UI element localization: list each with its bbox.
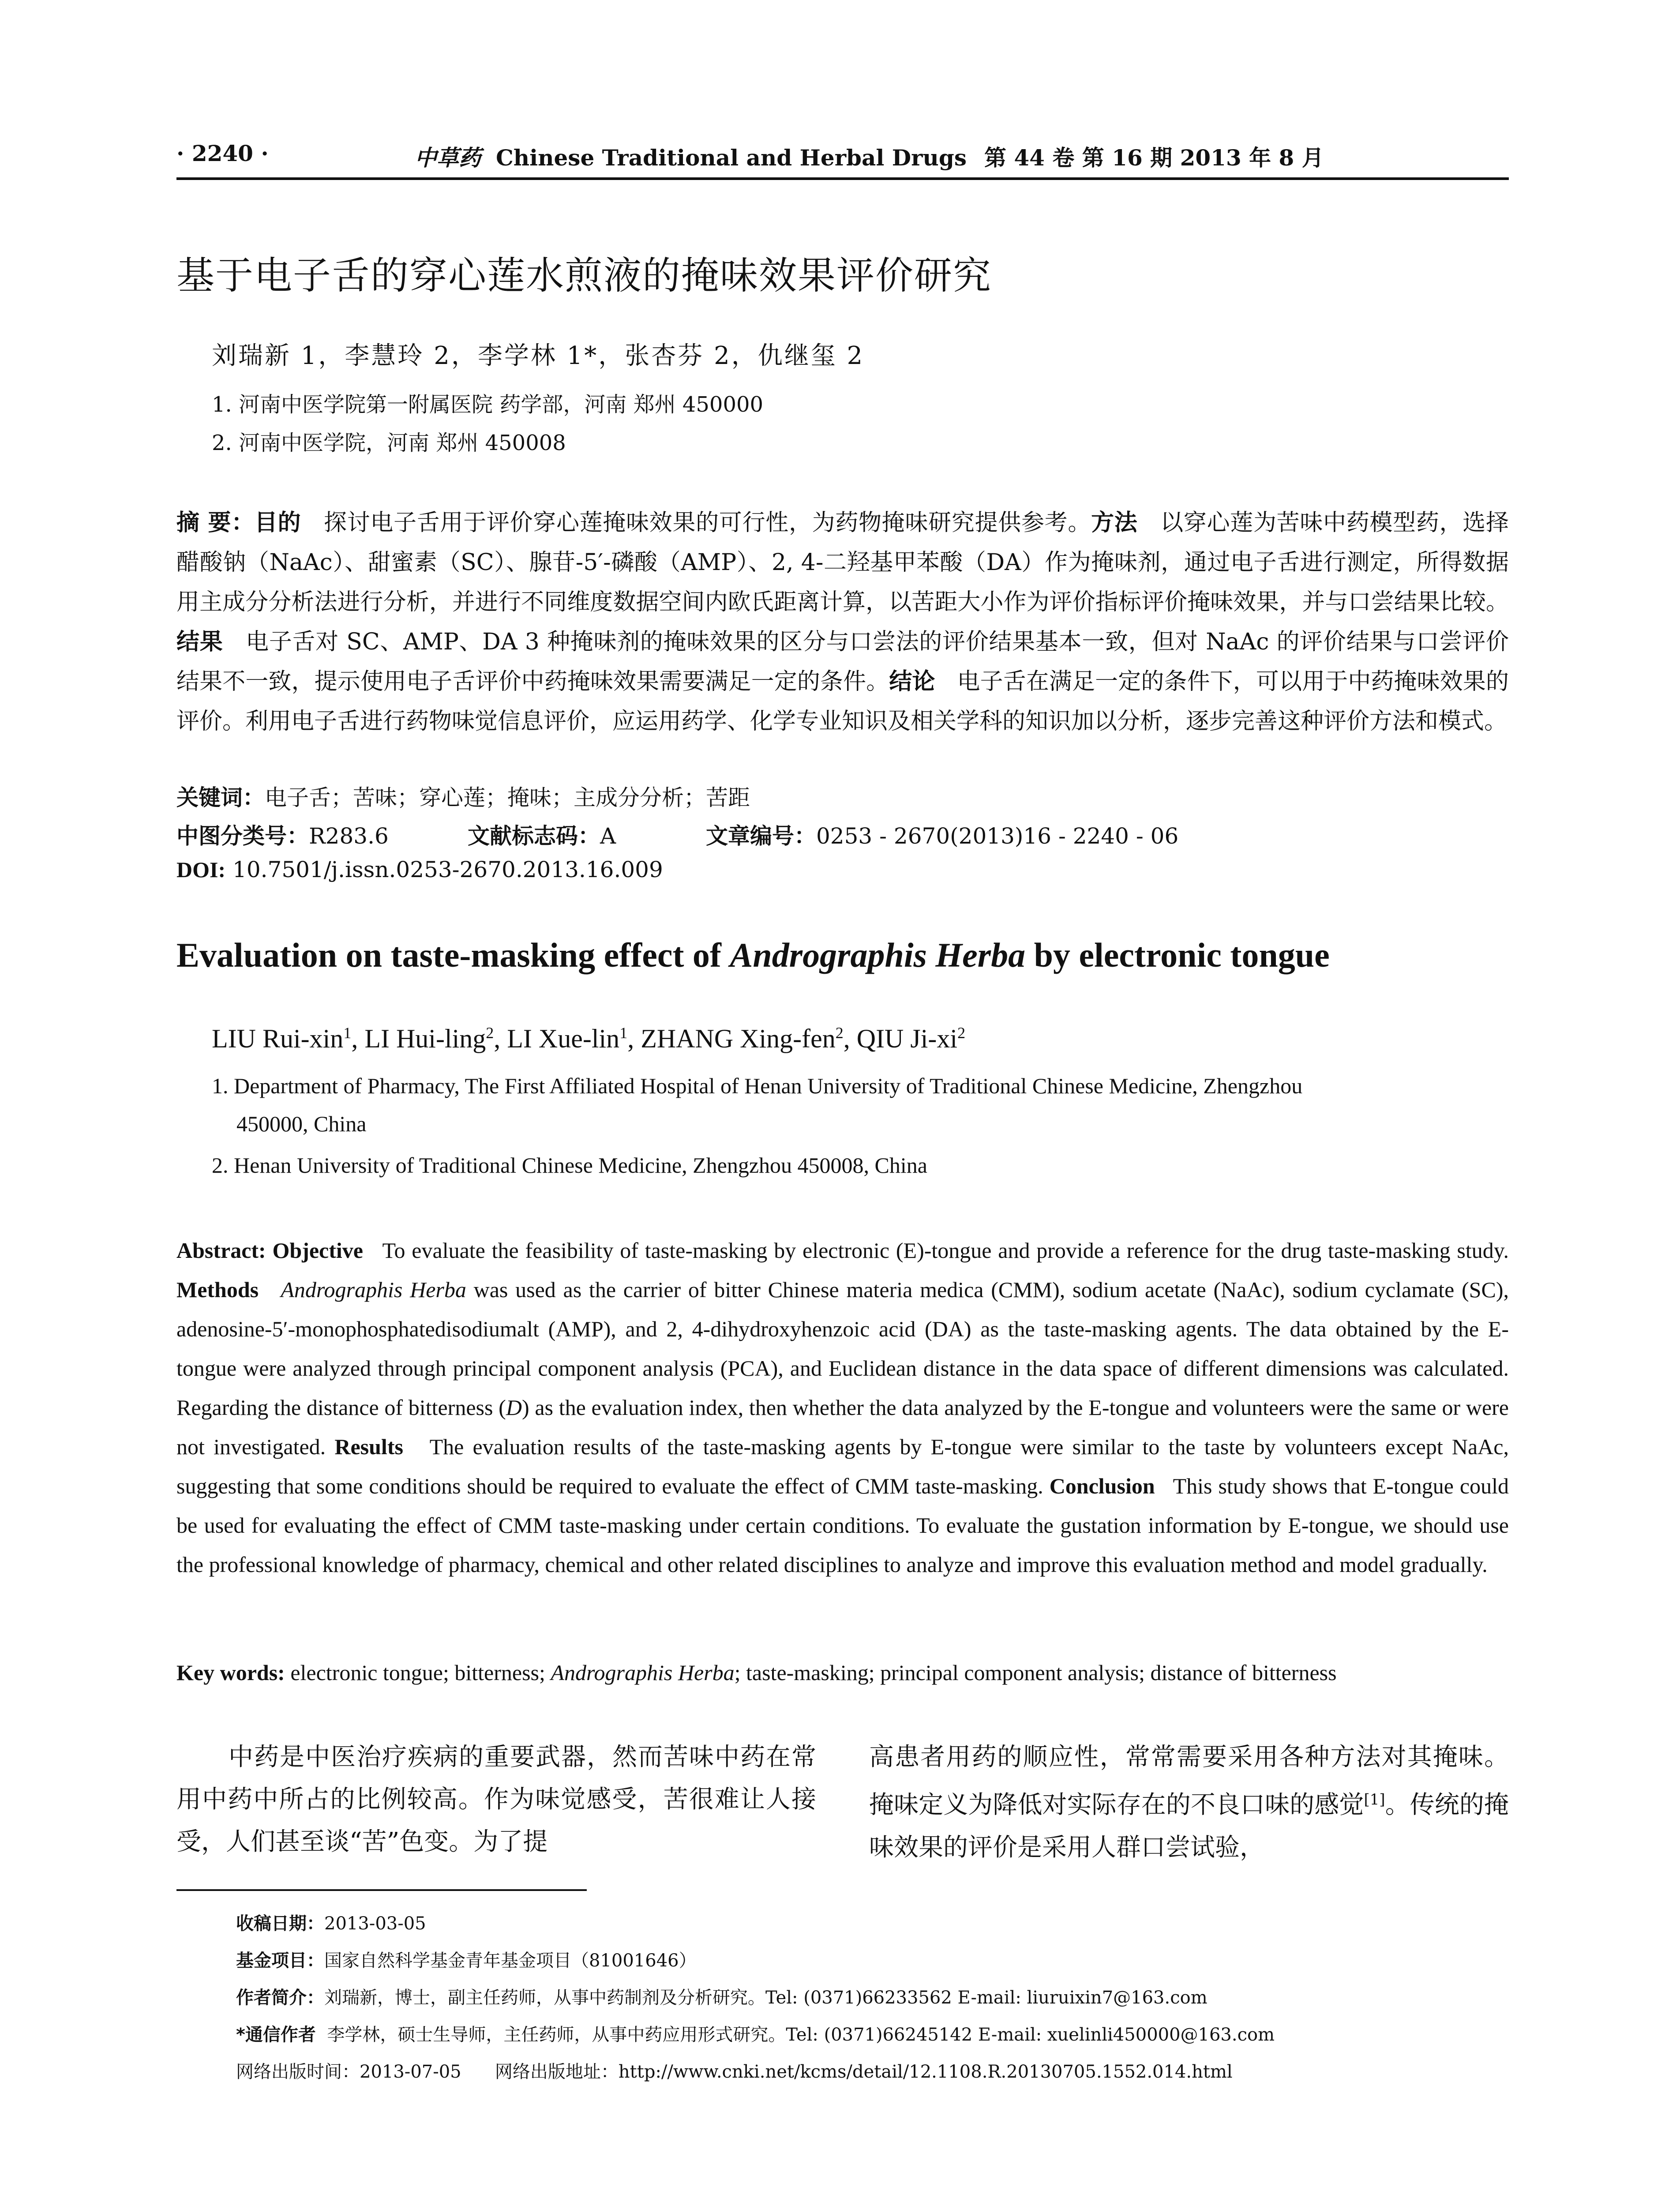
fund-label: 基金项目： [236, 1951, 324, 1971]
footnotes [236, 1905, 1275, 2090]
results-en: The evaluation results of the taste-masking agents by E-tongue were similar to the taste by volunteers except NaAc, suggesting that some conditions should be required to evaluate the effect of CMM taste-masking. [176, 1434, 1509, 1498]
received-value: 2013-03-05 [324, 1913, 426, 1934]
body-paragraph: 中药是中医治疗疾病的重要武器，然而苦味中药在常用中药中所占的比例较高。作为味觉感受，苦很难让人接受，人们甚至谈“苦”色变。为了提 [176, 1743, 816, 1856]
methods-en-2: ) as the evaluation index, then whether the data analyzed by the E-tongue and volunteers were the same or were not investigated. [176, 1395, 1509, 1459]
author-name: LI Xue-lin [507, 1024, 620, 1053]
authors-cn: 刘瑞新 1，李慧玲 2，李学林 1*，张杏芬 2，仇继玺 2 [212, 341, 865, 370]
running-header [176, 140, 1509, 176]
abstract-cn [176, 503, 1509, 741]
journal-name [415, 140, 1324, 172]
affiliation-en-1-line2: 450000, China [236, 1111, 367, 1136]
footnote-online [236, 2053, 1275, 2090]
body-column-right [869, 1736, 1509, 1869]
title-en-italic: Andrographis Herba [730, 936, 1026, 974]
affiliation-en-1 [212, 1067, 1509, 1143]
header-rule [176, 177, 1509, 180]
journal-name-cn: 中草药 [415, 145, 481, 171]
affiliation-en-2: 2. Henan University of Traditional Chinese Medicine, Zhengzhou 450008, China [212, 1153, 927, 1178]
results-en-label: Results [334, 1434, 403, 1459]
footnote-rule [176, 1889, 587, 1891]
author-name: ZHANG Xing-fen [641, 1024, 836, 1053]
abstract-en [176, 1231, 1509, 1584]
body-paragraph [869, 1736, 1509, 1869]
body-text-2: 。传统的掩味效果的评价是采用人群口尝试验， [869, 1790, 1509, 1862]
methods-cn: 以穿心莲为苦味中药模型药，选择醋酸钠（NaAc）、甜蜜素（SC）、腺苷-5′-磷酸（AMP）、2, 4-二羟基甲苯酸（DA）作为掩味剂，通过电子舌进行测定，所得数据用主成分分析法进行分析，并进行不同维度数据空间内欧氏距离计算，以苦距大小作为评价指标评价掩味效果，并与口尝结果比较。 [176, 510, 1509, 615]
keywords-en-1: electronic tongue; bitterness; [290, 1660, 551, 1685]
methods-en-d: D [506, 1395, 522, 1420]
keywords-cn-text: 电子舌；苦味；穿心莲；掩味；主成分分析；苦距 [265, 785, 750, 810]
author-sup: 2 [486, 1024, 494, 1042]
conclusion-cn-label: 结论 [889, 668, 935, 695]
doi-line [176, 857, 663, 882]
keywords-cn-label: 关键词： [176, 785, 265, 810]
online-url-label: 网络出版地址： [495, 2062, 619, 2082]
title-en-pre: Evaluation on taste-masking effect of [176, 936, 730, 974]
footnote-author [236, 1979, 1275, 2016]
article-value: 0253 - 2670(2013)16 - 2240 - 06 [816, 823, 1179, 849]
footnote-corresponding [236, 2016, 1275, 2053]
doi-label: DOI: [176, 857, 226, 882]
results-cn-label: 结果 [176, 629, 223, 655]
author-sup: 2 [835, 1024, 844, 1042]
conclusion-cn: 电子舌在满足一定的条件下，可以用于中药掩味效果的评价。利用电子舌进行药物味觉信息评价，应运用药学、化学专业知识及相关学科的知识加以分析，逐步完善这种评价方法和模式。 [176, 668, 1509, 735]
affiliation-en-1-line1: 1. Department of Pharmacy, The First Affiliated Hospital of Henan University of Traditional Chinese Medicine, Zhengzhou [212, 1073, 1303, 1098]
volume-issue: 第 44 卷 第 16 期 2013 年 8 月 [984, 145, 1324, 171]
objective-en: To evaluate the feasibility of taste-masking by electronic (E)-tongue and provide a reference for the drug taste-masking study. [382, 1238, 1509, 1263]
fund-value: 国家自然科学基金青年基金项目（81001646） [324, 1951, 697, 1971]
title-en [176, 935, 1330, 975]
methods-en-label: Methods [176, 1277, 259, 1302]
journal-name-en: Chinese Traditional and Herbal Drugs [496, 145, 967, 171]
author-name: QIU Ji-xi [856, 1024, 958, 1053]
citation-ref: [1] [1364, 1791, 1385, 1808]
methods-cn-label: 方法 [1091, 510, 1138, 536]
body-text-1: 高患者用药的顺应性，常常需要采用各种方法对其掩味。掩味定义为降低对实际存在的不良口味的感觉 [869, 1743, 1509, 1820]
doccode-label: 文献标志码： [468, 823, 600, 849]
affiliation-cn-2: 2. 河南中医学院，河南 郑州 450008 [212, 431, 566, 455]
methods-en-italic: Andrographis Herba [281, 1277, 466, 1302]
methods-en-1: was used as the carrier of bitter Chinese materia medica (CMM), sodium acetate (NaAc), sodium cyclamate (SC), adenosine-5′-monophosphatedisodiumalt (AMP), and 2, 4-dihydroxyhenzoic acid (DA) as the taste-masking agents. The data obtained by the E-tongue were analyzed through principal component analysis (PCA), and Euclidean distance in the data space of different dimensions was calculated. Regarding the distance of bitterness ( [176, 1277, 1509, 1420]
objective-cn-label: 目的 [254, 510, 301, 536]
corr-value: 李学林，硕士生导师，主任药师，从事中药应用形式研究。Tel: (0371)66245142 E-mail: xuelinli450000@163.com [327, 2025, 1275, 2045]
footnote-fund [236, 1942, 1275, 1979]
keywords-cn [176, 780, 750, 812]
page-number: · 2240 · [176, 140, 269, 166]
conclusion-en: This study shows that E-tongue could be used for evaluating the effect of CMM taste-masking under certain conditions. To evaluate the gustation information by E-tongue, we should use the professional knowledge of pharmacy, chemical and other related disciplines to analyze and improve this evaluation method and model gradually. [176, 1474, 1509, 1577]
keywords-en-label: Key words: [176, 1660, 285, 1685]
author-sup: 1 [619, 1024, 628, 1042]
online-time-label: 网络出版时间： [236, 2062, 360, 2082]
class-value: R283.6 [309, 823, 389, 849]
corr-label: *通信作者 [236, 2025, 316, 2045]
abstract-cn-label: 摘 要： [176, 510, 255, 536]
title-cn: 基于电子舌的穿心莲水煎液的掩味效果评价研究 [176, 254, 992, 298]
class-label: 中图分类号： [176, 823, 309, 849]
keywords-en-2: ; taste-masking; principal component analysis; distance of bitterness [734, 1660, 1337, 1685]
received-label: 收稿日期： [236, 1913, 324, 1934]
title-en-post: by electronic tongue [1025, 936, 1330, 974]
authors-en: LIU Rui-xin$^1$, LI Hui-ling$^2$, LI Xue-lin$^1$, ZHANG Xing-fen$^2$, QIU $Ji-xi^2$ [212, 1024, 966, 1053]
footnote-received [236, 1905, 1275, 1942]
author-sup: 1 [343, 1024, 352, 1042]
classification-line [176, 818, 1178, 850]
author-name: LIU Rui-xin [212, 1024, 344, 1053]
doccode-value: A [600, 823, 616, 849]
doi-value: 10.7501/j.issn.0253-2670.2013.16.009 [232, 857, 663, 882]
author-bio-value: 刘瑞新，博士，副主任药师，从事中药制剂及分析研究。Tel: (0371)66233562 E-mail: liuruixin7@163.com [324, 1988, 1208, 2008]
article-label: 文章编号： [706, 823, 816, 849]
results-cn: 电子舌对 SC、AMP、DA 3 种掩味剂的掩味效果的区分与口尝法的评价结果基本一致，但对 NaAc 的评价结果与口尝评价结果不一致，提示使用电子舌评价中药掩味效果需要满足一定的条件。 [176, 629, 1509, 695]
affiliation-cn-1: 1. 河南中医学院第一附属医院 药学部，河南 郑州 450000 [212, 392, 764, 417]
online-url[interactable]: http://www.cnki.net/kcms/detail/12.1108.R.20130705.1552.014.html [618, 2062, 1233, 2082]
conclusion-en-label: Conclusion [1049, 1474, 1155, 1498]
objective-cn: 探讨电子舌用于评价穿心莲掩味效果的可行性，为药物掩味研究提供参考。 [324, 510, 1091, 536]
author-name: LI Hui-ling [364, 1024, 486, 1053]
author-sup: 2 [957, 1024, 966, 1042]
author-bio-label: 作者简介： [236, 1988, 324, 2008]
online-time-value: 2013-07-05 [360, 2062, 461, 2082]
abstract-en-label: Abstract: Objective [176, 1238, 363, 1263]
body-column-left [176, 1736, 816, 1863]
keywords-en [176, 1660, 1509, 1685]
keywords-en-italic: Andrographis Herba [551, 1660, 735, 1685]
